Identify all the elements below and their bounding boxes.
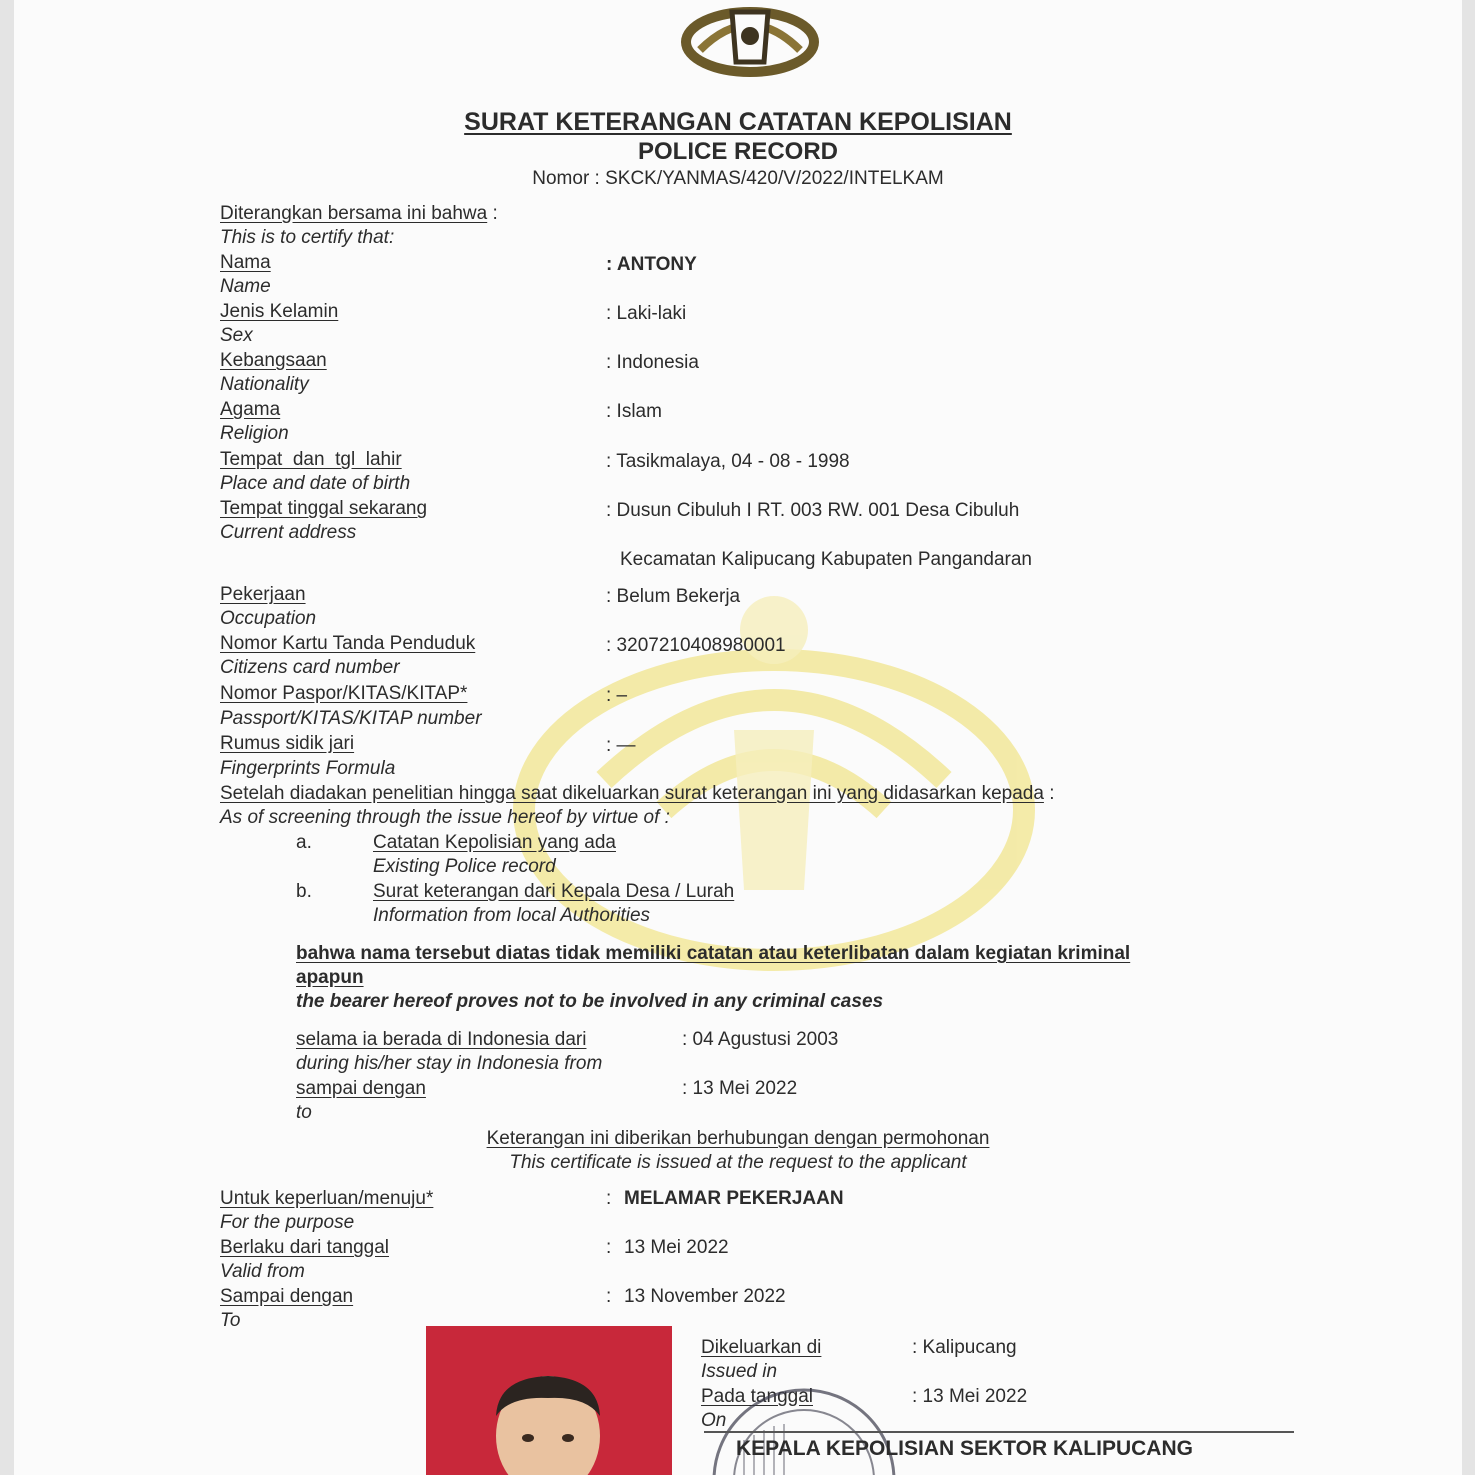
valid-from-label-en: Valid from: [220, 1261, 305, 1282]
period-to-label: sampai dengan: [296, 1078, 426, 1099]
field-label-en: Current address: [220, 522, 357, 543]
applicant-photo: [426, 1326, 672, 1475]
period-from-value: : 04 Agustusi 2003: [682, 1029, 839, 1050]
issued-place-label-en: Issued in: [701, 1361, 778, 1382]
purpose-value: MELAMAR PEKERJAAN: [624, 1188, 844, 1209]
field-value-sex: : Laki-laki: [606, 303, 687, 324]
field-label-en: Name: [220, 276, 271, 297]
field-label: Rumus sidik jari: [220, 733, 355, 754]
statement-line1: bahwa nama tersebut diatas tidak memiliki catatan atau keterlibatan dalam kegiatan kriminal: [296, 943, 1131, 964]
field-label-en: Religion: [220, 423, 289, 444]
field-label: Jenis Kelamin: [220, 301, 339, 322]
field-label-en: Nationality: [220, 374, 309, 395]
screening-line-en: As of screening through the issue hereof by virtue of :: [220, 807, 670, 828]
field-value-birth: : Tasikmalaya, 04 - 08 - 1998: [606, 451, 850, 472]
document-number: Nomor : SKCK/YANMAS/420/V/2022/INTELKAM: [532, 168, 944, 189]
issued-date-value: : 13 Mei 2022: [912, 1386, 1028, 1407]
period-from-label: selama ia berada di Indonesia dari: [296, 1029, 587, 1050]
valid-from-label: Berlaku dari tanggal: [220, 1237, 389, 1258]
screening-line-id: Setelah diadakan penelitian hingga saat dikeluarkan surat keterangan ini yang didasarkan kepada: [220, 783, 1044, 804]
valid-to-value: 13 November 2022: [624, 1286, 786, 1307]
issued-date-label: Pada tanggal: [701, 1386, 813, 1407]
field-label: Nomor Paspor/KITAS/KITAP*: [220, 683, 468, 704]
statement-line2: apapun: [296, 967, 364, 988]
signature-line: [704, 1431, 1294, 1433]
issued-place-label: Dikeluarkan di: [701, 1337, 822, 1358]
field-value-address-line2: Kecamatan Kalipucang Kabupaten Pangandaran: [620, 549, 1032, 570]
field-value-nationality: : Indonesia: [606, 352, 699, 373]
issued-place-value: : Kalipucang: [912, 1337, 1017, 1358]
field-label: Pekerjaan: [220, 584, 306, 605]
field-label-en: Place and date of birth: [220, 473, 411, 494]
request-en: This certificate is issued at the request to the applicant: [509, 1152, 967, 1173]
screening-marker: a.: [296, 832, 312, 853]
field-label-en: Occupation: [220, 608, 317, 629]
field-value-fingerprint: : —: [606, 735, 636, 756]
police-emblem-logo: [680, 0, 820, 80]
purpose-colon: :: [606, 1188, 612, 1209]
screening-marker: b.: [296, 881, 312, 902]
valid-to-colon: :: [606, 1286, 612, 1307]
screening-line: [220, 783, 1054, 805]
valid-to-label: Sampai dengan: [220, 1286, 354, 1307]
period-to-en: to: [296, 1102, 312, 1123]
screening-item-id: Surat keterangan dari Kepala Desa / Lurah: [373, 881, 735, 902]
issued-date-label-en: On: [701, 1410, 727, 1431]
applicant-portrait: [426, 1326, 672, 1475]
document-title: SURAT KETERANGAN CATATAN KEPOLISIAN: [464, 108, 1012, 136]
signatory-title: KEPALA KEPOLISIAN SEKTOR KALIPUCANG: [736, 1437, 1193, 1460]
valid-to-label-en: To: [220, 1310, 241, 1331]
field-value-name: : ANTONY: [606, 254, 697, 275]
field-label: Nomor Kartu Tanda Penduduk: [220, 633, 476, 654]
screening-item-en: Existing Police record: [373, 856, 556, 877]
intro-statement: [220, 203, 498, 225]
period-to-value: : 13 Mei 2022: [682, 1078, 798, 1099]
intro-en: This is to certify that:: [220, 227, 395, 248]
field-label-en: Sex: [220, 325, 253, 346]
field-value-passport: : –: [606, 685, 628, 706]
purpose-label: Untuk keperluan/menuju*: [220, 1188, 434, 1209]
field-value-address: : Dusun Cibuluh I RT. 003 RW. 001 Desa Cibuluh: [606, 500, 1020, 521]
intro-id: Diterangkan bersama ini bahwa: [220, 203, 488, 224]
screening-line-colon: :: [1049, 783, 1055, 804]
valid-from-value: 13 Mei 2022: [624, 1237, 729, 1258]
field-value-religion: : Islam: [606, 401, 662, 422]
field-label: Tempat tinggal sekarang: [220, 498, 428, 519]
field-label-en: Passport/KITAS/KITAP number: [220, 708, 482, 729]
valid-from-colon: :: [606, 1237, 612, 1258]
intro-colon: :: [492, 203, 498, 224]
document-subtitle: POLICE RECORD: [637, 138, 838, 165]
field-label-en: Citizens card number: [220, 657, 400, 678]
purpose-label-en: For the purpose: [220, 1212, 355, 1233]
period-from-en: during his/her stay in Indonesia from: [296, 1053, 603, 1074]
field-label: Agama: [220, 399, 281, 420]
field-label-en: Fingerprints Formula: [220, 758, 396, 779]
statement-en: the bearer hereof proves not to be involved in any criminal cases: [296, 991, 884, 1012]
screening-item-en: Information from local Authorities: [373, 905, 651, 926]
request-id: Keterangan ini diberikan berhubungan dengan permohonan: [486, 1128, 990, 1149]
field-label: Nama: [220, 252, 271, 273]
field-value-id-number: : 3207210408980001: [606, 635, 786, 656]
screening-item-id: Catatan Kepolisian yang ada: [373, 832, 616, 853]
document-page: [14, 0, 1462, 1475]
field-label: Kebangsaan: [220, 350, 327, 371]
field-label: Tempat dan tgl lahir: [220, 449, 402, 470]
field-value-occupation: : Belum Bekerja: [606, 586, 741, 607]
